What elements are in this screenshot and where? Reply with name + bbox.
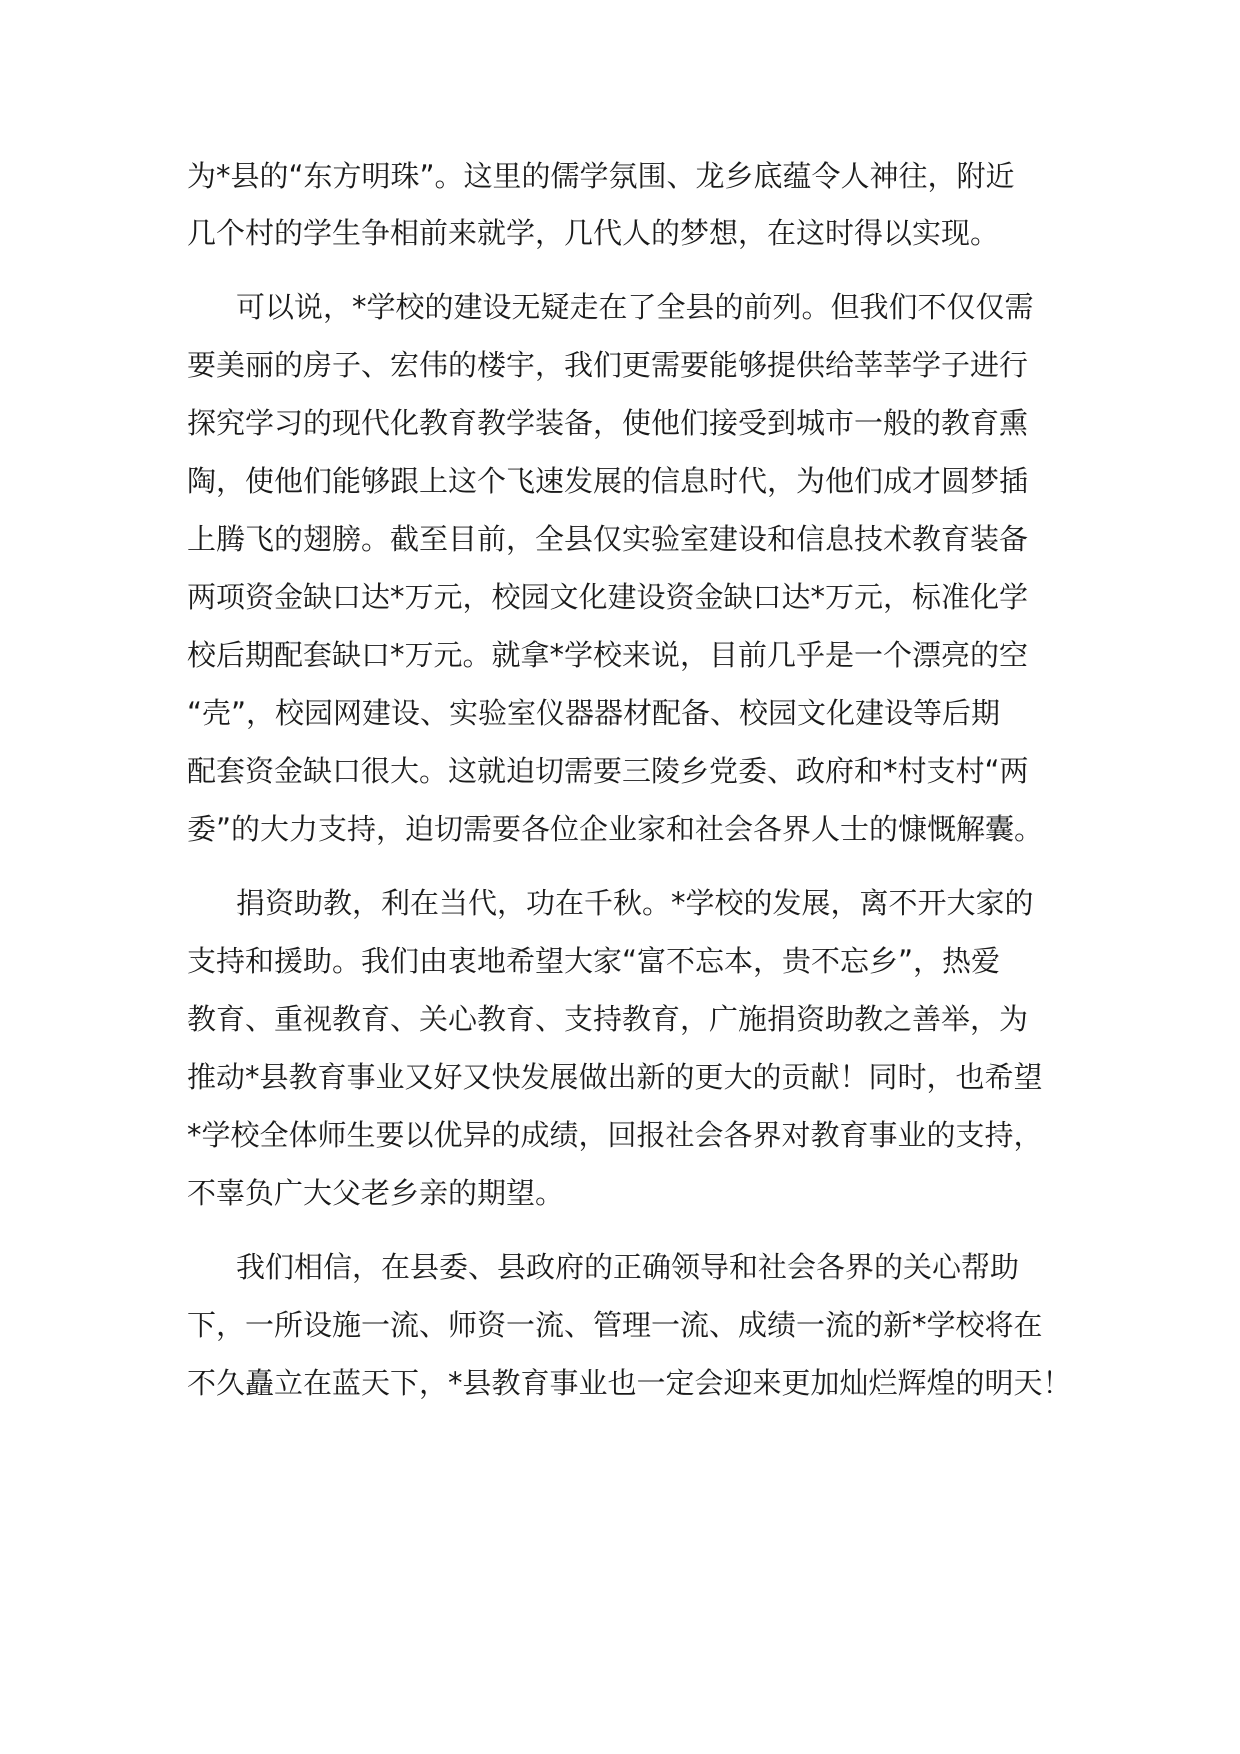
- text-line: 两项资金缺口达*万元，校园文化建设资金缺口达*万元，标准化学: [187, 580, 1029, 614]
- text-line: 不辜负广大父老乡亲的期望。: [187, 1176, 565, 1210]
- text-line: “壳”，校园网建设、实验室仪器器材配备、校园文化建设等后期: [187, 696, 1001, 730]
- text-line: 探究学习的现代化教育教学装备，使他们接受到城市一般的教育熏: [187, 406, 1029, 440]
- text-line: 推动*县教育事业又好又快发展做出新的更大的贡献！同时，也希望: [187, 1060, 1043, 1094]
- text-line: 为*县的“东方明珠”。这里的儒学氛围、龙乡底蕴令人神往，附近: [187, 159, 1015, 193]
- paragraph-start-line: 捐资助教，利在当代，功在千秋。*学校的发展，离不开大家的: [236, 886, 1034, 920]
- text-line: 不久矗立在蓝天下，*县教育事业也一定会迎来更加灿烂辉煌的明天！: [187, 1366, 1072, 1400]
- text-line: 陶，使他们能够跟上这个飞速发展的信息时代，为他们成才圆梦插: [187, 464, 1029, 498]
- text-line: 支持和援助。我们由衷地希望大家“富不忘本，贵不忘乡”，热爱: [187, 944, 1001, 978]
- text-line: 委”的大力支持，迫切需要各位企业家和社会各界人士的慷慨解囊。: [187, 812, 1044, 846]
- text-line: 下，一所设施一流、师资一流、管理一流、成绩一流的新*学校将在: [187, 1308, 1043, 1342]
- text-line: 配套资金缺口很大。这就迫切需要三陵乡党委、政府和*村支村“两: [187, 754, 1029, 788]
- text-line: 教育、重视教育、关心教育、支持教育，广施捐资助教之善举，为: [187, 1002, 1029, 1036]
- text-line: 校后期配套缺口*万元。就拿*学校来说，目前几乎是一个漂亮的空: [187, 638, 1029, 672]
- text-line: 上腾飞的翅膀。截至目前，全县仅实验室建设和信息技术教育装备: [187, 522, 1029, 556]
- text-line: 几个村的学生争相前来就学，几代人的梦想，在这时得以实现。: [187, 216, 1000, 250]
- text-line: *学校全体师生要以优异的成绩，回报社会各界对教育事业的支持，: [187, 1118, 1043, 1152]
- paragraph-start-line: 可以说，*学校的建设无疑走在了全县的前列。但我们不仅仅需: [236, 290, 1034, 324]
- text-line: 要美丽的房子、宏伟的楼宇，我们更需要能够提供给莘莘学子进行: [187, 348, 1029, 382]
- paragraph-start-line: 我们相信，在县委、县政府的正确领导和社会各界的关心帮助: [236, 1250, 1020, 1284]
